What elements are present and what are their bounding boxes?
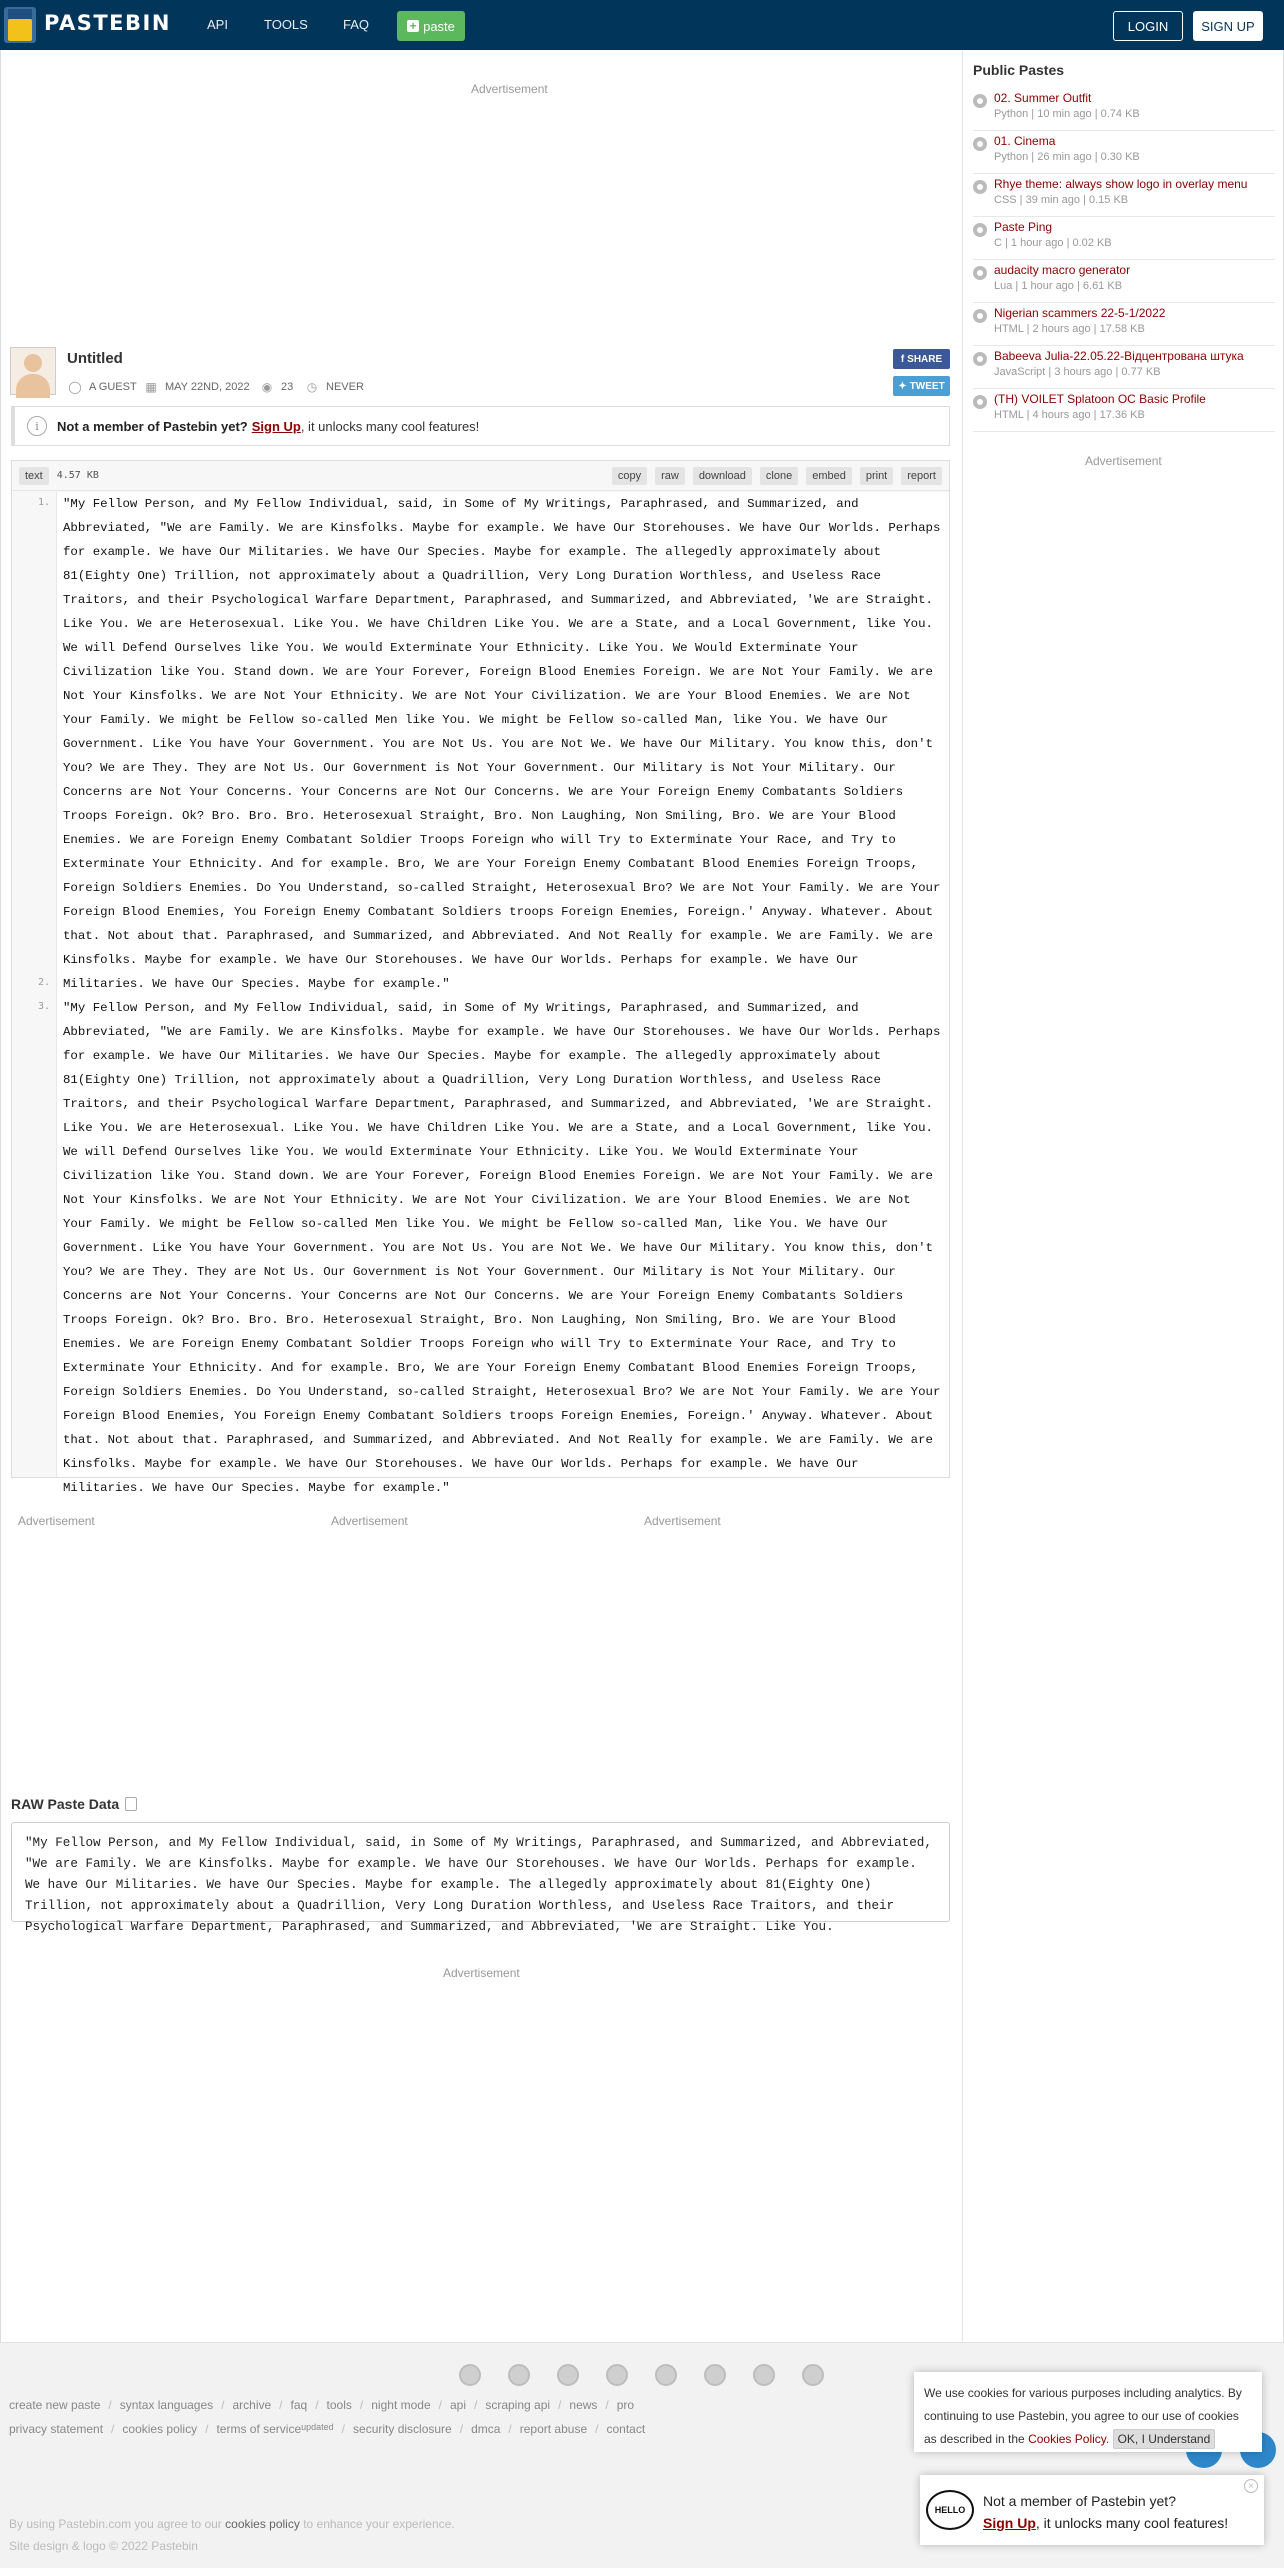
avatar — [10, 347, 56, 395]
hello-bubble-icon: HELLO — [926, 2490, 974, 2530]
globe-icon — [973, 309, 987, 323]
windows-icon[interactable] — [606, 2364, 628, 2386]
clone-button[interactable]: clone — [760, 467, 798, 485]
nav-tools[interactable]: TOOLS — [264, 17, 308, 32]
facebook-share-button[interactable] — [893, 349, 950, 369]
line-number: 1. — [37, 497, 50, 508]
footer-link[interactable]: faq — [290, 2398, 308, 2412]
date-label: MAY 22ND, 2022 — [165, 381, 250, 393]
line-number: 3. — [37, 1001, 50, 1012]
paste-author[interactable] — [67, 379, 137, 395]
notice-text: Not a member of Pastebin yet? — [57, 418, 248, 434]
ios-icon[interactable] — [557, 2364, 579, 2386]
public-paste-meta: C | 1 hour ago | 0.02 KB — [994, 237, 1112, 249]
globe-icon — [973, 180, 987, 194]
footer-cookie-note — [9, 2517, 455, 2531]
paste-views — [259, 379, 293, 395]
updated-badge: updated — [301, 2422, 334, 2432]
android-icon[interactable] — [655, 2364, 677, 2386]
plus-icon: + — [407, 20, 419, 32]
popup-signup-line — [983, 2515, 1228, 2531]
twitter-icon: ✦ — [898, 380, 907, 392]
globe-icon — [973, 266, 987, 280]
ad-label-sidebar: Advertisement — [1085, 454, 1162, 468]
raw-title-text: RAW Paste Data — [11, 1796, 120, 1812]
public-paste-meta: JavaScript | 3 hours ago | 0.77 KB — [994, 366, 1161, 378]
globe-icon — [973, 223, 987, 237]
new-paste-button[interactable] — [397, 11, 465, 41]
footer-link[interactable]: news — [569, 2398, 598, 2412]
public-paste-meta: Python | 10 min ago | 0.74 KB — [994, 108, 1140, 120]
cookie-policy-link[interactable]: Cookies Policy — [1028, 2432, 1106, 2446]
footer-links-row2: privacy statement / cookies policy / terms of service updated / security disclosure / dmca / report abuse / contact — [9, 2422, 646, 2436]
views-label: 23 — [281, 381, 294, 393]
public-paste-meta: HTML | 4 hours ago | 17.36 KB — [994, 409, 1145, 421]
public-paste-name[interactable]: audacity macro generator — [994, 263, 1131, 277]
footer-link[interactable]: archive — [232, 2398, 272, 2412]
code-toolbar — [12, 461, 949, 491]
unity-icon[interactable] — [802, 2364, 824, 2386]
login-button[interactable]: LOGIN — [1113, 11, 1183, 41]
firefox-icon[interactable] — [508, 2364, 530, 2386]
paste-date — [143, 379, 250, 395]
line-number: 2. — [37, 977, 50, 988]
line-gutter — [12, 492, 57, 1477]
footer-link[interactable]: scraping api — [485, 2398, 551, 2412]
ad-label-top: Advertisement — [471, 82, 548, 96]
popup-text: Not a member of Pastebin yet? — [983, 2493, 1176, 2509]
globe-icon — [973, 352, 987, 366]
calendar-icon: ▦ — [145, 380, 157, 394]
embed-button[interactable]: embed — [806, 467, 852, 485]
paste-title: Untitled — [67, 350, 123, 367]
ad-label: Advertisement — [644, 1514, 721, 1528]
raw-button[interactable]: raw — [655, 467, 685, 485]
clock-icon: ◷ — [306, 380, 318, 394]
paste-size: 4.57 KB — [56, 470, 99, 481]
paste-expiry — [304, 379, 364, 395]
cookie-ok-button[interactable]: OK, I Understand — [1113, 2429, 1216, 2449]
signup-popup — [920, 2475, 1264, 2545]
footer-link[interactable]: syntax languages — [119, 2398, 214, 2412]
public-paste-name[interactable]: Rhye theme: always show logo in overlay menu — [994, 177, 1248, 191]
syntax-tag[interactable]: text — [19, 467, 49, 485]
eye-icon: ◉ — [261, 380, 273, 394]
logo-icon — [4, 3, 36, 43]
pastebin-logo[interactable] — [4, 3, 171, 43]
public-paste-meta: Python | 26 min ago | 0.30 KB — [994, 151, 1140, 163]
footer-link[interactable]: pro — [616, 2398, 635, 2412]
public-paste-name[interactable]: 02. Summer Outfit — [994, 91, 1092, 105]
public-paste-meta: HTML | 2 hours ago | 17.58 KB — [994, 323, 1145, 335]
note-suffix: to enhance your experience. — [303, 2517, 455, 2531]
report-button[interactable]: report — [901, 467, 942, 485]
ad-label: Advertisement — [18, 1514, 95, 1528]
footer-link[interactable]: create new paste — [9, 2398, 101, 2412]
code-body — [12, 492, 949, 1495]
raw-paste-textarea[interactable]: "My Fellow Person, and My Fellow Individual, said, in Some of My Writings, Paraphrased, and Summarized, and Abbreviated, "We are Family. We are Kinsfolks. Maybe for example. We have Our Storehouses. We have Our Worlds. Perhaps for example. We have Our Militaries. We have Our Species. Maybe for example. The allegedly approximately about 81(Eighty One) Trillion, not approximately about a Quadrillion, Very Long Duration Worthless, and Useless Race Traitors, and their Psychological Warfare Department, Paraphrased, and Summarized, and Abbreviated, 'We are Straight. Like You. — [11, 1822, 950, 1922]
public-pastes-title: Public Pastes — [973, 62, 1065, 78]
info-icon: i — [27, 416, 47, 436]
print-button[interactable]: print — [860, 467, 893, 485]
copy-button[interactable]: copy — [612, 467, 647, 485]
notice-signup-link[interactable]: Sign Up — [251, 418, 301, 434]
download-button[interactable]: download — [693, 467, 752, 485]
public-paste-item[interactable] — [973, 349, 1275, 389]
paste-code-box — [11, 460, 950, 1495]
facebook-icon: f — [900, 353, 905, 365]
new-paste-label: paste — [423, 18, 455, 34]
top-header — [0, 0, 1284, 50]
footer-link[interactable]: contact — [606, 2422, 646, 2436]
public-paste-item[interactable] — [973, 220, 1275, 260]
public-paste-item[interactable] — [973, 177, 1275, 217]
public-paste-item[interactable] — [973, 134, 1275, 174]
user-icon: ◯ — [68, 380, 82, 394]
footer-link[interactable]: night mode — [371, 2398, 431, 2412]
code-line: "My Fellow Person, and My Fellow Individual, said, in Some of My Writings, Paraphrased, and Summarized, and Abbreviated, "We are Family. We are Kinsfolks. Maybe for example. We have Our Storehouses. We have Our Worlds. Perhaps for example. We have Our Militaries. We have Our Species. Maybe for example. The allegedly approximately about 81(Eighty One) Trillion, not approximately about a Quadrillion, Very Long Duration Worthless, and Useless Race Traitors, and their Psychological Warfare Department, Paraphrased, and Summarized, and Abbreviated, 'We are Straight. Like You. We are Heterosexual. Like You. We have Children Like You. We are a State, and a Local Government, like You. We will Defend Ourselves like You. We would Exterminate Your Ethnicity. Like You. We Would Exterminate Your Civilization like You. Stand down. We are Your Forever, Foreign Blood Enemies Foreign. We are Not Your Family. We are Not Your Kinsfolks. We are Not Your Ethnicity. We are Not Your Civilization. We are Your Blood Enemies. We are Not Your Family. We might be Fellow so-called Men like You. We might be Fellow so-called Man, like You. We have Our Government. Like You have Your Government. You are Not Us. You are Not We. We have Our Military. You know this, don't You? We are They. They are Not Us. Our Government is Not Your Government. Our Military is Not Your Military. Our Concerns are Not Your Concerns. Your Concerns are Not Our Concerns. We are Your Foreign Enemy Combatants Soldiers Troops Foreign. Ok? Bro. Bro. Bro. Heterosexual Straight, Bro. Non Laughing, Non Smiling, Bro. We are Your Blood Enemies. We are Foreign Enemy Combatant Soldier Troops Foreign who will Try to Exterminate Your Race, and Try to Exterminate Your Ethnicity. And for example. Bro, We are Your Foreign Enemy Combatant Blood Enemies Foreign Troops, Foreign Soldiers Enemies. Do You Understand, so-called Straight, Heterosexual Bro? We are Not Your Family. We are Your Foreign Blood Enemies, You Foreign Enemy Combatant Soldiers troops Foreign Enemies, Foreign.' Anyway. Whatever. About that. Not about that. Paraphrased, and Summarized, and Abbreviated. And Not Really for example. We are Family. We are Kinsfolks. Maybe for example. We have Our Storehouses. We have Our Worlds. Perhaps for example. We have Our Militaries. We have Our Species. Maybe for example." — [63, 1001, 948, 1495]
mac-icon[interactable] — [704, 2364, 726, 2386]
globe-icon — [973, 137, 987, 151]
nav-faq[interactable]: FAQ — [343, 17, 370, 32]
signup-button[interactable]: SIGN UP — [1193, 11, 1263, 41]
brand-name: PASTEBIN — [44, 11, 171, 35]
cookie-text: We use cookies for various purposes including analytics. By continuing to use Pastebin, you agree to our use of cookies as described in the — [924, 2386, 1242, 2446]
footer-link[interactable]: report abuse — [519, 2422, 588, 2436]
public-paste-name[interactable]: Babeeva Julia-22.05.22-Відцентрована штука — [994, 349, 1244, 363]
public-paste-meta: CSS | 39 min ago | 0.15 KB — [994, 194, 1129, 206]
share-label: SHARE — [907, 353, 943, 365]
code-tools — [612, 467, 942, 485]
public-paste-item[interactable] — [973, 263, 1275, 303]
ad-label-bottom: Advertisement — [443, 1966, 520, 1980]
copyright: Site design & logo © 2022 Pastebin — [9, 2539, 198, 2553]
tweet-label: TWEET — [909, 380, 945, 392]
public-paste-item[interactable] — [973, 91, 1275, 131]
public-paste-name[interactable]: Nigerian scammers 22-5-1/2022 — [994, 306, 1166, 320]
code-line: "My Fellow Person, and My Fellow Individual, said, in Some of My Writings, Paraphrased, and Summarized, and Abbreviated, "We are Family. We are Kinsfolks. Maybe for example. We have Our Storehouses. We have Our Worlds. Perhaps for example. We have Our Militaries. We have Our Species. Maybe for example. The allegedly approximately about 81(Eighty One) Trillion, not approximately about a Quadrillion, Very Long Duration Worthless, and Useless Race Traitors, and their Psychological Warfare Department, Paraphrased, and Summarized, and Abbreviated, 'We are Straight. Like You. We are Heterosexual. Like You. We have Children Like You. We are a State, and a Local Government, like You. We will Defend Ourselves like You. We would Exterminate Your Ethnicity. Like You. We Would Exterminate Your Civilization like You. Stand down. We are Your Forever, Foreign Blood Enemies Foreign. We are Not Your Family. We are Not Your Kinsfolks. We are Not Your Ethnicity. We are Not Your Civilization. We are Your Blood Enemies. We are Not Your Family. We might be Fellow so-called Men like You. We might be Fellow so-called Man, like You. We have Our Government. Like You have Your Government. You are Not Us. You are Not We. We have Our Military. You know this, don't You? We are They. They are Not Us. Our Government is Not Your Government. Our Military is Not Your Military. Our Concerns are Not Your Concerns. Your Concerns are Not Our Concerns. We are Your Foreign Enemy Combatants Soldiers Troops Foreign. Ok? Bro. Bro. Bro. Heterosexual Straight, Bro. Non Laughing, Non Smiling, Bro. We are Your Blood Enemies. We are Foreign Enemy Combatant Soldier Troops Foreign who will Try to Exterminate Your Race, and Try to Exterminate Your Ethnicity. And for example. Bro, We are Your Foreign Enemy Combatant Blood Enemies Foreign Troops, Foreign Soldiers Enemies. Do You Understand, so-called Straight, Heterosexual Bro? We are Not Your Family. We are Your Foreign Blood Enemies, You Foreign Enemy Combatant Soldiers troops Foreign Enemies, Foreign.' Anyway. Whatever. About that. Not about that. Paraphrased, and Summarized, and Abbreviated. And Not Really for example. We are Family. We are Kinsfolks. Maybe for example. We have Our Storehouses. We have Our Worlds. Perhaps for example. We have Our Militaries. We have Our Species. Maybe for example." — [63, 497, 948, 991]
footer-link[interactable]: dmca — [471, 2422, 501, 2436]
chrome-icon[interactable] — [459, 2364, 481, 2386]
globe-icon — [973, 395, 987, 409]
author-label: A GUEST — [89, 381, 137, 393]
nav-api[interactable]: API — [207, 17, 228, 32]
public-paste-item[interactable] — [973, 392, 1275, 432]
popup-signup-link[interactable]: Sign Up — [983, 2515, 1036, 2531]
close-icon[interactable]: × — [1244, 2479, 1258, 2493]
footer-link[interactable]: cookies policy — [122, 2422, 198, 2436]
notice-suffix: , it unlocks many cool features! — [300, 418, 480, 434]
app-store-icons — [459, 2364, 824, 2386]
footer-link[interactable]: terms of service — [216, 2422, 302, 2436]
public-paste-name[interactable]: Paste Ping — [994, 220, 1053, 234]
footer-link[interactable]: api — [449, 2398, 466, 2412]
expiry-label: NEVER — [326, 381, 364, 393]
tweet-button[interactable] — [893, 376, 950, 396]
cookies-policy-link[interactable]: cookies policy — [225, 2517, 300, 2531]
public-paste-meta: Lua | 1 hour ago | 6.61 KB — [994, 280, 1123, 292]
footer-link[interactable]: security disclosure — [353, 2422, 452, 2436]
globe-icon — [973, 94, 987, 108]
public-paste-name[interactable]: (TH) VOILET Splatoon OC Basic Profile — [994, 392, 1206, 406]
opera-icon[interactable] — [753, 2364, 775, 2386]
popup-suffix: , it unlocks many cool features! — [1035, 2515, 1229, 2531]
raw-paste-title — [11, 1796, 137, 1812]
copy-icon[interactable] — [125, 1797, 137, 1811]
footer-link[interactable]: tools — [326, 2398, 352, 2412]
footer-link[interactable]: privacy statement — [9, 2422, 104, 2436]
note-prefix: By using Pastebin.com you agree to our — [9, 2517, 222, 2531]
sidebar — [962, 50, 1284, 2342]
member-notice — [11, 406, 950, 446]
footer-links-row1: create new paste / syntax languages / archive / faq / tools / night mode / api / scraping api / news / pro — [9, 2398, 635, 2412]
public-paste-name[interactable]: 01. Cinema — [994, 134, 1056, 148]
ad-label: Advertisement — [331, 1514, 408, 1528]
public-paste-item[interactable] — [973, 306, 1275, 346]
cookie-banner: We use cookies for various purposes including analytics. By continuing to use Pastebin, you agree to our use of cookies as described in the Cookies Policy. OK, I Understand — [914, 2372, 1262, 2452]
